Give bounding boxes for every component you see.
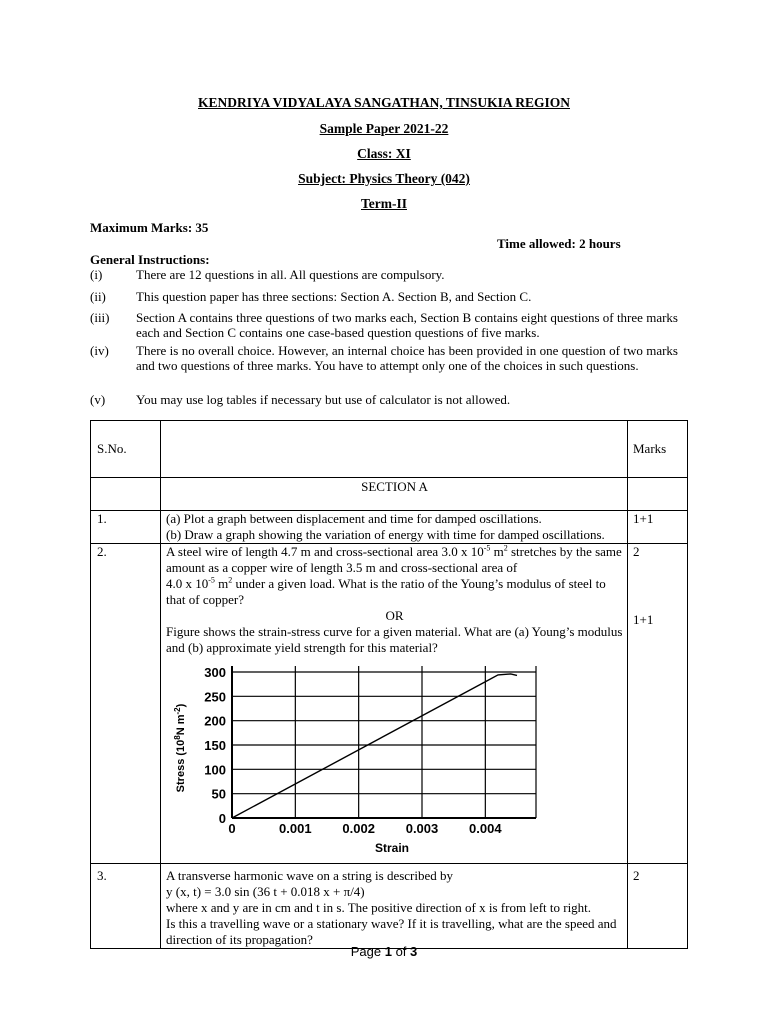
section-a-heading: SECTION A — [161, 478, 628, 511]
instruction-4 — [90, 343, 678, 373]
table-header-row — [91, 421, 688, 478]
question-3-equation: y (x, t) = 3.0 sin (36 t + 0.018 x + π/4) — [166, 884, 365, 899]
text-run: under a given load. What is the ratio of the Young’s modulus of steel to that of copper? — [166, 576, 606, 607]
instruction-num: (iv) — [90, 343, 109, 358]
question-marks: 2 — [628, 864, 688, 949]
page-footer — [0, 944, 768, 959]
superscript: 2 — [503, 543, 508, 553]
text-run: 4.0 x 10 — [166, 576, 209, 591]
instruction-text: Section A contains three questions of two marks each, Section B contains eight questions of three marks each and Section C contains one case-based question questions of five marks. — [136, 310, 678, 340]
question-3-text — [161, 864, 628, 949]
question-1b: (b) Draw a graph showing the variation of energy with time for damped oscillations. — [166, 527, 605, 542]
footer-text: Page — [350, 944, 385, 959]
question-number: 2. — [91, 544, 161, 864]
question-2-text — [161, 544, 628, 864]
instruction-text: This question paper has three sections: Section A. Section B, and Section C. — [136, 289, 532, 304]
chart-ylabel: Stress ($10^8N$ $m^{-2}$) — [173, 703, 187, 793]
y-tick-label: 200 — [204, 713, 226, 729]
text-run: m — [214, 576, 229, 591]
page-number: 1 — [384, 944, 392, 959]
y-tick-label: 150 — [204, 738, 226, 753]
question-1a: (a) Plot a graph between displacement and time for damped oscillations. — [166, 511, 542, 526]
or-divider: OR — [385, 608, 404, 623]
stress-strain-chart — [166, 658, 546, 863]
term-title: Term-II — [361, 196, 407, 211]
org-title: KENDRIYA VIDYALAYA SANGATHAN, TINSUKIA REGION — [198, 95, 570, 110]
instructions-title: General Instructions: — [90, 252, 210, 267]
empty-cell — [628, 478, 688, 511]
table-row — [91, 511, 688, 544]
x-tick-label: 0.002 — [342, 821, 375, 836]
table-row — [91, 544, 688, 864]
x-tick-label: 0 — [228, 821, 236, 836]
question-marks: 1+1 — [628, 511, 688, 544]
question-header-cell — [161, 421, 628, 478]
superscript: -5 — [208, 575, 215, 585]
question-table — [90, 420, 688, 949]
sno-header: S.No. — [91, 421, 161, 478]
instruction-text: There are 12 questions in all. All questions are compulsory. — [136, 267, 445, 282]
x-tick-label: 0.004 — [469, 821, 502, 836]
question-2-alt: Figure shows the strain-stress curve for a given material. What are (a) Young’s modulus and (b) approximate yield strength for this material? — [166, 624, 623, 655]
superscript: -5 — [483, 543, 491, 553]
y-tick-label: 250 — [204, 689, 226, 705]
question-2-main — [166, 544, 623, 608]
max-marks: Maximum Marks: 35 — [90, 220, 209, 235]
page-total: 3 — [410, 944, 418, 959]
instruction-text: There is no overall choice. However, an internal choice has been provided in one question of two marks and two questions of three marks. You have to attempt only one of the choices in such questions. — [136, 343, 678, 373]
chart-xlabel: Strain — [374, 841, 410, 855]
superscript: 2 — [228, 575, 233, 585]
text-run: stretches by the same amount as a copper wire of length 3.5 m and cross-sectional area of — [166, 544, 622, 575]
instruction-5 — [90, 392, 678, 407]
table-row — [91, 864, 688, 949]
y-tick-label: 300 — [204, 665, 226, 680]
question-marks — [628, 544, 688, 864]
y-tick-label: 0 — [218, 811, 226, 826]
x-tick-label: 0.003 — [405, 821, 439, 836]
instruction-3 — [90, 310, 678, 340]
marks-header: Marks — [628, 421, 688, 478]
instruction-num: (iii) — [90, 310, 110, 325]
instruction-num: (ii) — [90, 289, 106, 304]
class-title: Class: XI — [357, 146, 411, 161]
stress-strain-curve — [232, 674, 517, 818]
marks-value-alt: 1+1 — [633, 612, 654, 627]
text-run: m — [490, 544, 504, 559]
question-3-line: A transverse harmonic wave on a string is described by — [166, 868, 454, 883]
instruction-1 — [90, 267, 678, 282]
instruction-num: (i) — [90, 267, 103, 282]
empty-cell — [91, 478, 161, 511]
question-1-text — [161, 511, 628, 544]
section-row — [91, 478, 688, 511]
y-tick-label: 50 — [211, 786, 226, 802]
marks-value: 2 — [633, 544, 640, 559]
instruction-2 — [90, 289, 678, 304]
time-allowed: Time allowed: 2 hours — [497, 236, 621, 251]
instruction-num: (v) — [90, 392, 106, 407]
y-tick-label: 100 — [204, 762, 226, 778]
question-number: 3. — [91, 864, 161, 949]
question-number: 1. — [91, 511, 161, 544]
x-tick-label: 0.001 — [279, 821, 312, 836]
subject-title: Subject: Physics Theory (042) — [298, 171, 470, 186]
question-3-line: where x and y are in cm and t in s. The positive direction of x is from left to right. — [166, 900, 592, 915]
question-3-line: Is this a travelling wave or a stationary wave? If it is travelling, what are the speed and direction of its propagation? — [166, 916, 617, 947]
instruction-text: You may use log tables if necessary but use of calculator is not allowed. — [136, 392, 511, 407]
footer-text: of — [391, 944, 411, 959]
text-run: A steel wire of length 4.7 m and cross-sectional area 3.0 x 10 — [166, 544, 484, 559]
paper-title: Sample Paper 2021-22 — [319, 121, 449, 136]
